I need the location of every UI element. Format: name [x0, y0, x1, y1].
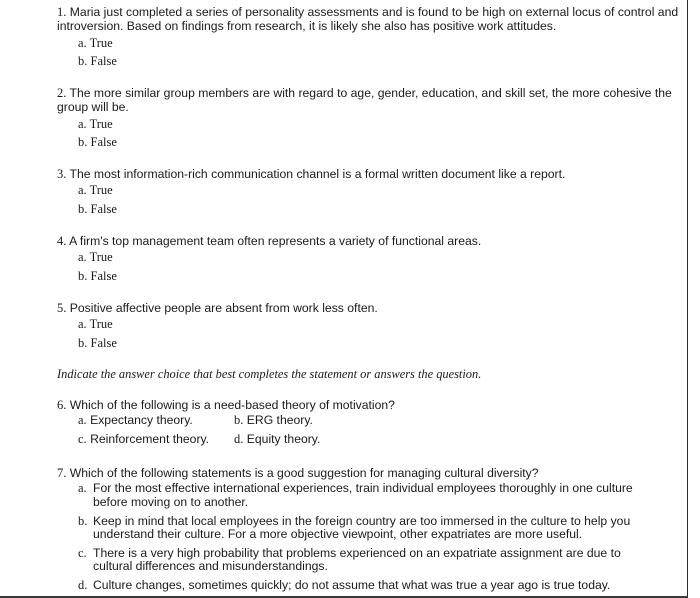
question-4-choice-a[interactable]: a. True — [78, 250, 113, 265]
question-2-choice-b[interactable]: b. False — [78, 135, 117, 150]
choice-text: Culture changes, sometimes quickly; do not assume that what was true a year ago is true today. — [93, 577, 611, 592]
question-4-text: A firm's top management team often represents a variety of functional areas. — [69, 234, 482, 248]
question-7-stem — [0, 466, 680, 480]
question-1 — [0, 5, 680, 71]
choice-text: ERG theory. — [246, 413, 313, 428]
question-2-number: 2. — [57, 86, 67, 100]
question-3-choice-a[interactable]: a. True — [78, 183, 113, 198]
question-7-choice-d[interactable] — [0, 579, 663, 593]
question-2-text: The more similar group members are with regard to age, gender, education, and skill set, the more cohesive the group will be. — [57, 86, 672, 115]
choice-letter: b. — [234, 413, 244, 428]
question-4-number: 4. — [57, 234, 67, 248]
choice-text: There is a very high probability that problems experienced on an expatriate assignment are due to cultural differences and misunderstandings. — [93, 545, 621, 574]
question-6-choice-b[interactable] — [234, 413, 313, 427]
question-5-choice-b[interactable]: b. False — [78, 335, 117, 350]
question-5-stem — [0, 301, 680, 315]
question-3 — [0, 167, 680, 218]
question-6 — [0, 398, 680, 451]
question-3-number: 3. — [57, 167, 67, 181]
question-5-choice-a[interactable]: a. True — [78, 317, 113, 332]
question-6-stem — [0, 398, 680, 412]
question-3-choice-b[interactable]: b. False — [78, 201, 117, 216]
question-5-number: 5. — [57, 301, 67, 315]
question-2 — [0, 86, 680, 152]
choice-text: For the most effective international experiences, train individual employees thoroughly in one culture before moving on to another. — [93, 481, 633, 509]
question-5 — [0, 301, 680, 352]
question-7-choice-b[interactable] — [0, 515, 653, 542]
choice-letter: d. — [234, 432, 244, 447]
question-4-choice-b[interactable]: b. False — [78, 268, 117, 283]
question-7-choice-c[interactable] — [0, 547, 653, 574]
question-6-choice-d[interactable] — [234, 432, 320, 446]
page-margin — [688, 0, 700, 598]
choice-letter: d. — [78, 577, 88, 592]
question-6-number: 6. — [57, 398, 67, 412]
question-2-choice-a[interactable]: a. True — [78, 116, 113, 131]
question-2-stem — [0, 86, 680, 115]
choice-text: Expectancy theory. — [90, 413, 193, 428]
question-7-number: 7. — [57, 466, 67, 480]
choice-letter: c. — [78, 432, 87, 447]
question-1-choice-b[interactable]: b. False — [78, 54, 117, 69]
choice-letter: b. — [78, 513, 88, 528]
choice-text: Keep in mind that local employees in the foreign country are too immersed in the culture to help you understand their culture. For a more objective viewpoint, other expatriates are more useful. — [93, 513, 631, 542]
question-1-text: Maria just completed a series of personality assessments and is found to be high on external locus of control and introversion. Based on findings from research, it is likely she also has positive work attitudes. — [57, 5, 679, 34]
question-6-row-2 — [0, 432, 680, 451]
question-7-choice-a[interactable] — [0, 482, 653, 509]
question-1-choice-a[interactable]: a. True — [78, 35, 113, 50]
choice-letter: a. — [78, 481, 87, 496]
choice-letter: a. — [78, 413, 87, 428]
question-5-text: Positive affective people are absent from work less often. — [69, 301, 378, 315]
question-3-stem — [0, 167, 680, 181]
question-7 — [0, 466, 680, 593]
question-7-text: Which of the following statements is a good suggestion for managing cultural diversity? — [69, 466, 539, 480]
question-6-choice-c[interactable] — [78, 432, 209, 446]
question-1-number: 1. — [57, 5, 67, 19]
question-6-choice-a[interactable] — [78, 413, 193, 427]
section-instruction: Indicate the answer choice that best completes the statement or answers the question. — [57, 367, 482, 381]
question-6-text: Which of the following is a need-based theory of motivation? — [69, 398, 395, 412]
choice-text: Equity theory. — [246, 432, 321, 447]
question-4 — [0, 234, 680, 285]
question-3-text: The most information-rich communication channel is a formal written document like a report. — [69, 167, 566, 181]
choice-text: Reinforcement theory. — [90, 432, 210, 447]
question-6-row-1 — [0, 413, 680, 432]
question-4-stem — [0, 234, 680, 248]
question-1-stem — [0, 5, 680, 34]
choice-letter: c. — [78, 545, 87, 560]
